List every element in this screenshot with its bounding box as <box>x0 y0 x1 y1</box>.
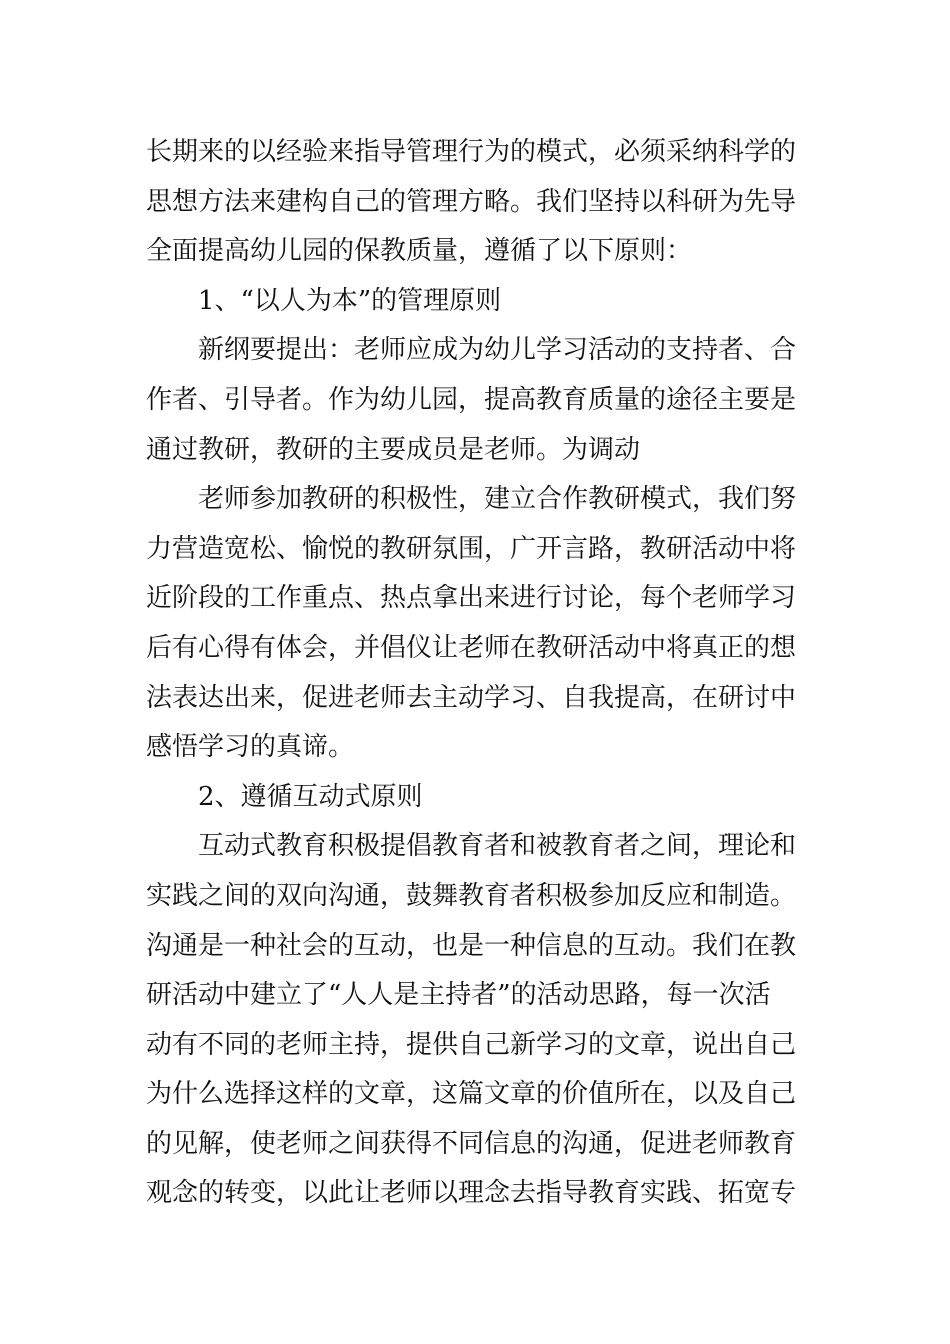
document-body <box>146 128 806 1219</box>
text-line: 观念的转变，以此让老师以理念去指导教育实践、拓宽专 <box>146 1178 797 1209</box>
text-line: 沟通是一种社会的互动，也是一种信息的互动。我们在教 <box>146 930 797 961</box>
text-line: 通过教研，教研的主要成员是老师。为调动 <box>146 434 641 465</box>
text-line: 为什么选择这样的文章，这篇文章的价值所在，以及自己 <box>146 1079 797 1110</box>
text-line: 互动式教育积极提倡教育者和被教育者之间，理论和 <box>198 831 797 862</box>
text-line: 新纲要提出：老师应成为幼儿学习活动的支持者、合 <box>198 335 797 366</box>
text-line: 思想方法来建构自己的管理方略。我们坚持以科研为先导 <box>146 186 797 217</box>
text-line: 2、遵循互动式原则 <box>198 781 423 812</box>
text-line: 长期来的以经验来指导管理行为的模式，必须采纳科学的 <box>146 137 797 167</box>
text-line: 近阶段的工作重点、热点拿出来进行讨论，每个老师学习 <box>146 583 797 614</box>
text-line: 全面提高幼儿园的保教质量，遵循了以下原则： <box>146 236 693 267</box>
text-line: 老师参加教研的积极性，建立合作教研模式，我们努 <box>198 484 797 515</box>
text-line: 动有不同的老师主持，提供自己新学习的文章，说出自己 <box>146 1029 797 1060</box>
text-line: 感悟学习的真谛。 <box>146 732 355 763</box>
text-line: 研活动中建立了“人人是主持者”的活动思路，每一次活 <box>146 980 771 1011</box>
text-line: 法表达出来，促进老师去主动学习、自我提高，在研讨中 <box>146 682 797 713</box>
text-line: 1、“以人为本”的管理原则 <box>198 285 502 316</box>
text-line: 实践之间的双向沟通，鼓舞教育者积极参加反应和制造。 <box>146 880 797 911</box>
text-line: 作者、引导者。作为幼儿园，提高教育质量的途径主要是 <box>146 384 797 415</box>
text-line: 力营造宽松、愉悦的教研氛围，广开言路，教研活动中将 <box>146 533 797 564</box>
text-line: 的见解，使老师之间获得不同信息的沟通，促进老师教育 <box>146 1128 797 1159</box>
text-line: 后有心得有体会，并倡仪让老师在教研活动中将真正的想 <box>146 632 797 663</box>
